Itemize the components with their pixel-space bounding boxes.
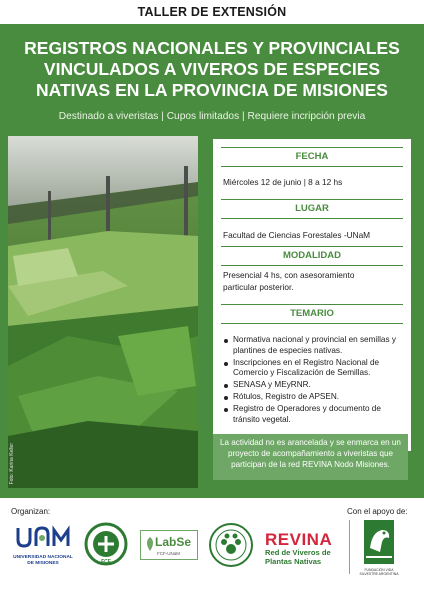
labse-name: LabSe	[155, 535, 192, 549]
revina-name: REVINA	[265, 530, 333, 549]
lugar-heading: LUGAR	[221, 199, 403, 219]
fcf-logo-text: FCF	[101, 559, 111, 565]
labse-logo	[140, 530, 198, 560]
list-item: SENASA y MEyRNR.	[223, 380, 405, 391]
note-box: La actividad no es arancelada y se enmarca en un proyecto de acompañamiento a viveristas que participan de la red REVINA Nodo Misiones.	[213, 434, 408, 480]
unam-logo-icon	[12, 524, 74, 550]
apoyo-label: Con el apoyo de:	[347, 507, 408, 516]
labse-sub: FCF-UNaM	[157, 551, 180, 556]
fundacion-name: FUNDACIÓN VIDA SILVESTRE ARGENTINA	[359, 568, 399, 576]
seal-logo-icon	[208, 522, 254, 568]
page-title	[14, 38, 410, 101]
title-line-1: REGISTROS NACIONALES Y PROVINCIALES	[24, 38, 400, 58]
list-item: Inscripciones en el Registro Nacional de Comercio y Fiscalización de Semillas.	[223, 358, 405, 380]
revina-sub	[265, 549, 331, 566]
temario-list	[223, 335, 405, 426]
list-item: Rótulos, Registro de APSEN.	[223, 392, 405, 403]
fcf-logo	[84, 522, 128, 566]
list-item: Normativa nacional y provincial en semillas y plantines de especies nativas.	[223, 335, 405, 357]
nursery-illustration	[8, 136, 198, 488]
photo-credit: Foto: Karina Keller	[9, 442, 15, 484]
nursery-photo	[8, 136, 198, 488]
modalidad-line-2: particular posterior.	[223, 281, 294, 292]
seal-logo	[208, 522, 254, 568]
list-item: Registro de Operadores y documento de tránsito vegetal.	[223, 404, 405, 426]
lugar-text: Facultad de Ciencias Forestales -UNaM	[223, 230, 371, 240]
unam-name: UNIVERSIDAD NACIONAL DE MISIONES	[13, 555, 73, 566]
temario-heading: TEMARIO	[221, 304, 403, 324]
info-panel	[213, 139, 411, 451]
fundacion-logo	[362, 518, 396, 566]
modalidad-text	[223, 270, 407, 293]
subtitle: Destinado a viveristas | Cupos limitados | Requiere incripción previa	[58, 111, 366, 122]
fundacion-bird-icon	[362, 518, 396, 566]
revina-sub-line-2: Plantas Nativas	[265, 556, 322, 566]
footer-divider	[349, 520, 350, 574]
fecha-text: Miércoles 12 de junio | 8 a 12 hs	[223, 177, 343, 187]
revina-sub-line-1: Red de Viveros de	[265, 548, 331, 557]
title-line-2: VINCULADOS A VIVEROS DE ESPECIES	[43, 59, 381, 79]
unam-logo	[12, 524, 74, 564]
organizan-label: Organizan:	[11, 507, 51, 516]
title-line-3: NATIVAS EN LA PROVINCIA DE MISIONES	[36, 80, 388, 100]
fcf-logo-icon	[84, 522, 128, 566]
fecha-heading: FECHA	[221, 147, 403, 167]
event-type-label: TALLER DE EXTENSIÓN	[137, 5, 287, 19]
modalidad-heading: MODALIDAD	[221, 246, 403, 266]
modalidad-line-1: Presencial 4 hs, con asesoramiento	[223, 270, 355, 280]
